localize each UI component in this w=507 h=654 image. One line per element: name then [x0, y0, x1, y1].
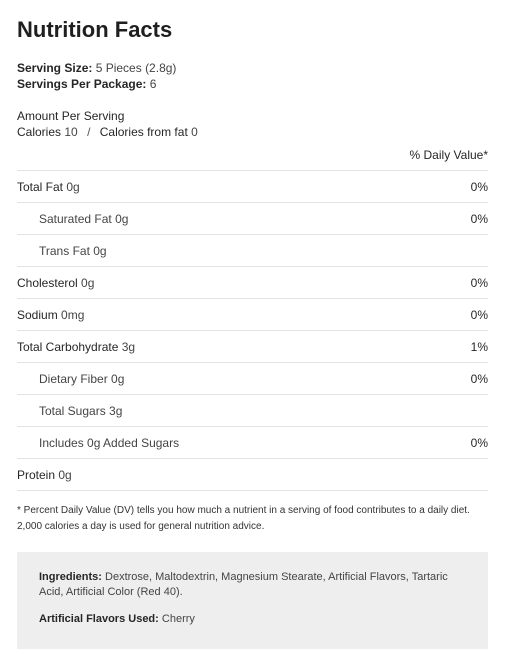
artificial-flavors-value: Cherry	[161, 613, 195, 625]
nutrient-name: Dietary Fiber	[39, 371, 108, 386]
serving-size-value: 5 Pieces (2.8g)	[95, 61, 177, 75]
nutrient-name: Cholesterol	[17, 275, 78, 290]
nutrient-amount: 0g	[115, 211, 129, 226]
nutrient-name: Protein	[17, 467, 56, 482]
nutrient-row-dietary-fiber	[17, 363, 488, 395]
nutrient-name: Trans Fat	[39, 243, 90, 258]
nutrient-row-total-fat	[17, 171, 488, 203]
nutrient-row-total-carbohydrate	[17, 331, 488, 363]
servings-per-package-label: Servings Per Package:	[17, 77, 147, 91]
ingredients-box	[17, 552, 488, 649]
nutrient-name: Total Fat	[17, 179, 64, 194]
nutrient-amount: 0g	[58, 467, 72, 482]
calories-line	[17, 124, 488, 140]
nutrition-panel	[17, 0, 488, 649]
amount-per-serving-heading: Amount Per Serving	[17, 109, 125, 123]
ingredients-label: Ingredients:	[39, 571, 102, 583]
nutrient-name: Includes 0g Added Sugars	[39, 435, 180, 450]
ingredients-line	[39, 570, 466, 600]
nutrient-row-trans-fat	[17, 235, 488, 267]
calories-value: 10	[64, 125, 78, 139]
nutrient-daily-value: 0%	[470, 435, 488, 450]
nutrient-name: Total Carbohydrate	[17, 339, 119, 354]
nutrient-daily-value: 1%	[470, 339, 488, 354]
daily-value-footnote: * Percent Daily Value (DV) tells you how much a nutrient in a serving of food contributes to a daily diet. 2,000 calories a day is used for general nutrition advice.	[17, 505, 470, 532]
page-title: Nutrition Facts	[17, 17, 173, 42]
artificial-flavors-label: Artificial Flavors Used:	[39, 613, 159, 625]
nutrient-amount: 0g	[81, 275, 95, 290]
nutrient-row-saturated-fat	[17, 203, 488, 235]
calories-label: Calories	[17, 125, 62, 139]
nutrient-daily-value: 0%	[470, 211, 488, 226]
nutrient-name: Total Sugars	[39, 403, 106, 418]
nutrient-amount: 0g	[93, 243, 107, 258]
serving-size-label: Serving Size:	[17, 61, 93, 75]
nutrient-amount: 0g	[111, 371, 125, 386]
nutrient-daily-value: 0%	[470, 179, 488, 194]
nutrient-row-sodium	[17, 299, 488, 331]
serving-info	[17, 60, 488, 92]
ingredients-value: Dextrose, Maltodextrin, Magnesium Stearate, Artificial Flavors, Tartaric Acid, Artificial Color (Red 40).	[39, 571, 448, 598]
nutrient-table	[17, 170, 488, 491]
nutrient-daily-value: 0%	[470, 307, 488, 322]
nutrient-row-added-sugars	[17, 427, 488, 459]
nutrient-daily-value: 0%	[470, 275, 488, 290]
artificial-flavors-line	[39, 612, 466, 627]
nutrient-amount: 0g	[66, 179, 80, 194]
serving-size-line	[17, 60, 488, 76]
nutrient-name: Sodium	[17, 307, 58, 322]
nutrient-row-total-sugars	[17, 395, 488, 427]
amount-per-serving	[17, 108, 488, 140]
servings-per-package-line	[17, 76, 488, 92]
nutrient-amount: 3g	[109, 403, 123, 418]
servings-per-package-value: 6	[149, 77, 157, 91]
nutrient-daily-value: 0%	[470, 371, 488, 386]
daily-value-header: % Daily Value*	[409, 148, 488, 162]
nutrient-name: Saturated Fat	[39, 211, 112, 226]
calories-separator: /	[87, 125, 91, 139]
calories-from-fat-label: Calories from fat	[99, 125, 188, 139]
nutrient-amount: 3g	[121, 339, 136, 354]
nutrient-amount: 0mg	[61, 307, 85, 322]
nutrient-row-protein	[17, 459, 488, 491]
calories-from-fat-value: 0	[191, 125, 198, 139]
nutrient-row-cholesterol	[17, 267, 488, 299]
